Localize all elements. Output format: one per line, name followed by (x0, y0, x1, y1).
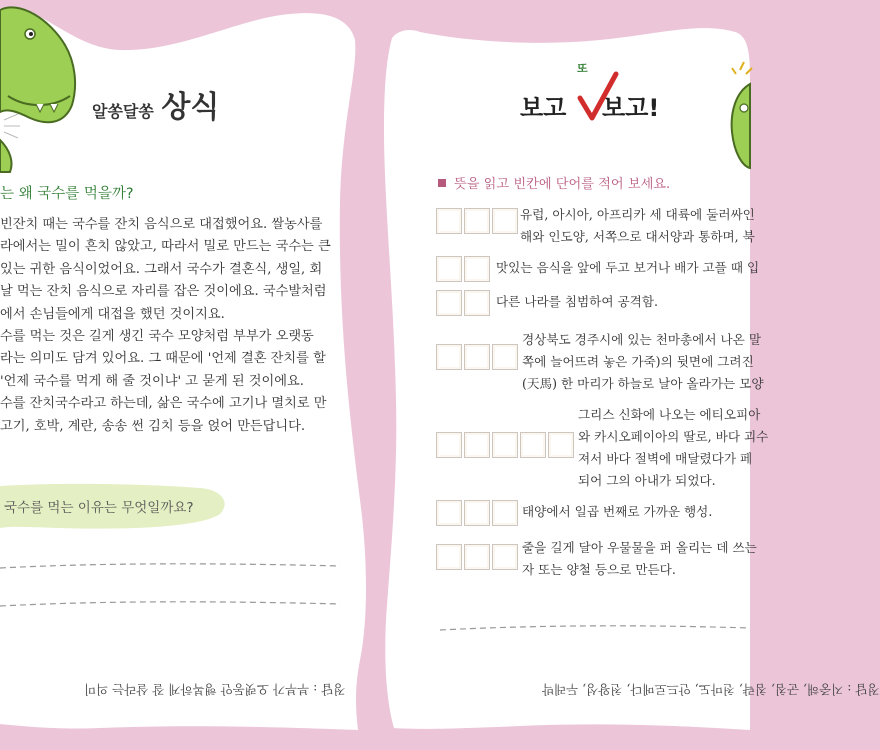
answer-box[interactable] (436, 500, 462, 526)
definition-line: 그리스 신화에 나오는 에티오피아 (578, 407, 761, 422)
definition-6 (522, 501, 712, 523)
answer-box[interactable] (492, 344, 518, 370)
answer-box[interactable] (436, 208, 462, 234)
answer-box[interactable] (436, 344, 462, 370)
definition-1 (520, 204, 755, 248)
definition-line: 유럽, 아시아, 아프리카 세 대륙에 둘러싸인 (520, 207, 755, 222)
definition-line: 경상북도 경주시에 있는 천마총에서 나온 말 (522, 332, 761, 347)
article-line: 에서 손님들에게 대접을 했던 것이지요. (0, 306, 225, 322)
title-small-text: 알쏭달쏭 (92, 102, 154, 121)
definition-line: (天馬) 한 마리가 하늘로 날아 올라가는 모양 (522, 376, 764, 391)
definition-3 (496, 291, 658, 313)
definition-line: 자 또는 양철 등으로 만든다. (522, 562, 676, 577)
answer-boxes-7 (436, 544, 518, 570)
checkmark-icon (574, 70, 620, 124)
definition-line: 져서 바다 절벽에 매달렸다가 페 (578, 451, 753, 466)
article-line: 라에서는 밀이 흔치 않았고, 따라서 밀로 만드는 국수는 큰 (0, 239, 331, 255)
answer-box[interactable] (464, 432, 490, 458)
answer-boxes-6 (436, 500, 518, 526)
definition-4 (522, 329, 764, 395)
answer-boxes-5 (436, 432, 574, 458)
definition-2 (496, 257, 759, 279)
answer-box[interactable] (436, 432, 462, 458)
article-line: 수를 먹는 것은 길게 생긴 국수 모양처럼 부부가 오랫동 (0, 329, 314, 345)
definition-line: 다른 나라를 침범하여 공격함. (496, 294, 658, 309)
answer-box[interactable] (464, 544, 490, 570)
title-check-label: 또 (577, 62, 588, 75)
answer-box[interactable] (464, 208, 490, 234)
answer-box[interactable] (464, 344, 490, 370)
definition-5 (578, 404, 768, 492)
answer-boxes-2 (436, 256, 490, 282)
answer-box[interactable] (492, 500, 518, 526)
definition-line: 태양에서 일곱 번째로 가까운 행성. (522, 504, 713, 519)
dinosaur-illustration-right (726, 60, 750, 180)
article-line: '언제 국수를 먹게 해 줄 것이냐' 고 묻게 된 것이에요. (0, 373, 304, 389)
answer-box[interactable] (548, 432, 574, 458)
definition-line: 맛있는 음식을 앞에 두고 보거나 배가 고플 때 입 (496, 260, 760, 275)
article-line: 빈잔치 때는 국수를 잔치 음식으로 대접했어요. 쌀농사를 (0, 217, 323, 232)
definition-line: 줄을 길게 달아 우물물을 퍼 올리는 데 쓰는 (522, 540, 757, 555)
square-bullet-icon (438, 179, 446, 187)
answer-lines (0, 560, 345, 610)
answer-box[interactable] (464, 256, 490, 282)
article-line: 날 먹는 잔치 음식으로 자리를 잡은 것이에요. 국수발처럼 (0, 284, 327, 300)
article-line: 수를 잔치국수라고 하는데, 삶은 국수에 고기나 멸치로 만 (0, 396, 327, 412)
answer-boxes-4 (436, 344, 518, 370)
question-heading: 는 왜 국수를 먹을까? (0, 186, 134, 202)
title-part1-text: 보고 (520, 94, 567, 122)
instruction-row (438, 172, 670, 192)
definition-line: 해와 인도양, 서쪽으로 대서양과 통하며, 북 (520, 229, 755, 244)
right-answer-text: 정답 : 지중해, 군침, 침략, 천마도, 안드로메다, 천왕성, 두레박 (542, 682, 880, 697)
article-line: 라는 의미도 담겨 있어요. 그 때문에 '언제 결혼 잔치를 할 (0, 351, 326, 367)
instruction-text: 뜻을 읽고 빈칸에 단어를 적어 보세요. (454, 177, 671, 192)
definition-line: 와 카시오페이아의 딸로, 바다 괴수 (578, 429, 769, 444)
article-line: 있는 귀한 음식이었어요. 그래서 국수가 결혼식, 생일, 회 (0, 261, 323, 277)
answer-box[interactable] (520, 432, 546, 458)
answer-box[interactable] (492, 208, 518, 234)
answer-boxes-1 (436, 208, 518, 234)
answer-boxes-3 (436, 290, 490, 316)
answer-box[interactable] (436, 256, 462, 282)
definition-line: 쪽에 늘어뜨려 놓은 가죽)의 뒷면에 그려진 (522, 354, 754, 369)
article-body (0, 214, 331, 438)
prompt-text: 국수를 먹는 이유는 무엇일까요? (4, 500, 194, 516)
divider-line (440, 620, 750, 640)
definition-7 (522, 537, 757, 581)
left-page-title (92, 82, 219, 126)
answer-box[interactable] (492, 544, 518, 570)
definition-line: 되어 그의 아내가 되었다. (578, 473, 716, 488)
answer-box[interactable] (464, 290, 490, 316)
left-answer-text: 정답 : 부부가 오랫동안 행복하게 잘 살라는 의미 (84, 682, 346, 697)
answer-box[interactable] (436, 544, 462, 570)
article-line: 고기, 호박, 계란, 송송 썬 김치 등을 얹어 만든답니다. (0, 418, 306, 434)
title-part2-text: 보고! (601, 94, 660, 122)
answer-box[interactable] (492, 432, 518, 458)
title-big-text: 상식 (161, 90, 220, 125)
answer-box[interactable] (464, 500, 490, 526)
answer-box[interactable] (436, 290, 462, 316)
